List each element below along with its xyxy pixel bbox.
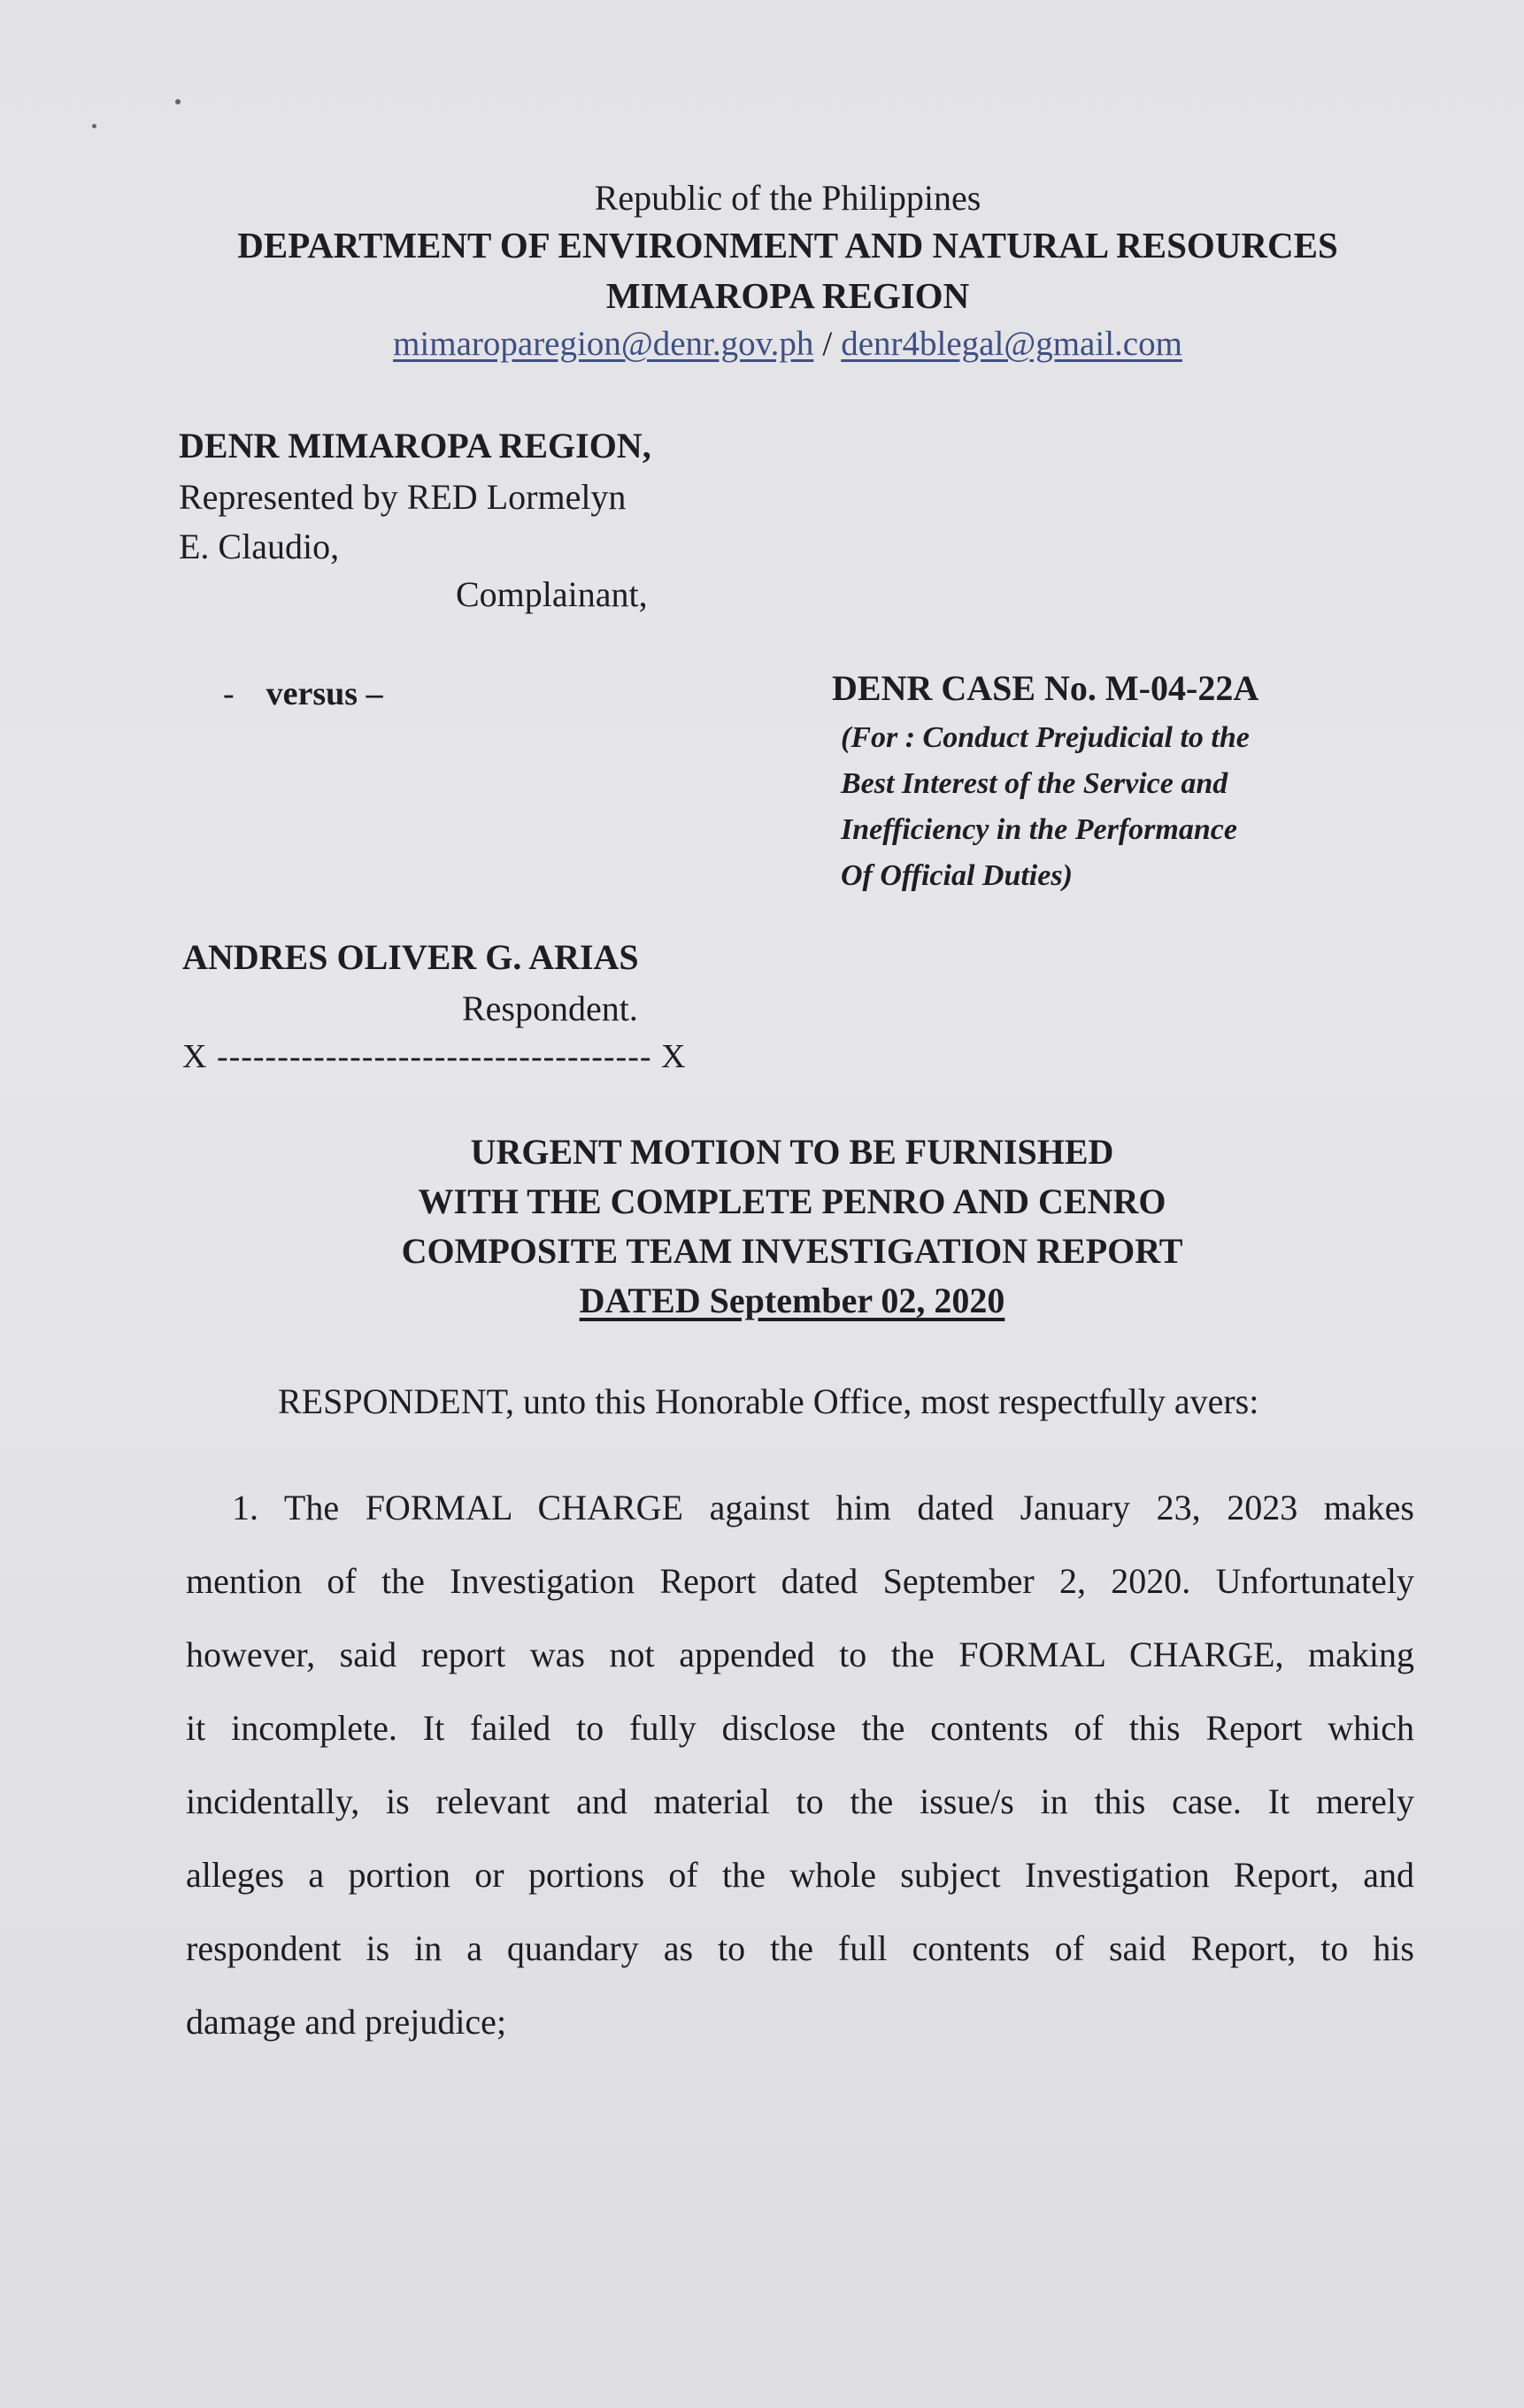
versus-dash: -	[223, 675, 235, 712]
motion-title-line-3: COMPOSITE TEAM INVESTIGATION REPORT	[401, 1231, 1183, 1271]
respondent-role: Respondent.	[462, 989, 638, 1028]
paragraph-line: mention of the Investigation Report dated September 2, 2020. Unfortunately	[186, 1561, 1414, 1601]
motion-title-date: DATED September 02, 2020	[579, 1281, 1005, 1320]
respondent-name: ANDRES OLIVER G. ARIAS	[182, 937, 639, 977]
case-desc-line-2: Best Interest of the Service and	[841, 767, 1228, 800]
case-description	[841, 715, 1301, 899]
republic-heading: Republic of the Philippines	[594, 178, 981, 218]
stray-mark	[92, 124, 96, 128]
email-separator: /	[822, 325, 833, 363]
case-desc-line-1: (For : Conduct Prejudicial to the	[841, 721, 1250, 754]
case-number: DENR CASE No. M-04-22A	[832, 668, 1259, 708]
paragraph-1	[186, 1471, 1414, 2058]
paragraph-line: incidentally, is relevant and material to the issue/s in this case. It merely	[186, 1781, 1414, 1821]
case-desc-line-4: Of Official Duties)	[841, 859, 1073, 892]
email-link-legal[interactable]: denr4blegal@gmail.com	[841, 325, 1182, 363]
paragraph-line: damage and prejudice;	[186, 2002, 507, 2042]
paragraph-line: alleges a portion or portions of the whole subject Investigation Report, and	[186, 1855, 1414, 1895]
caption-separator-line: X ------------------------------------ X	[182, 1038, 687, 1075]
paragraph-line: respondent is in a quandary as to the full contents of said Report, to his	[186, 1928, 1414, 1968]
email-link-region[interactable]: mimaroparegion@denr.gov.ph	[393, 325, 814, 363]
complainant-role: Complainant,	[456, 574, 648, 614]
motion-title-line-1: URGENT MOTION TO BE FURNISHED	[470, 1132, 1114, 1172]
email-line	[0, 324, 1524, 364]
versus-label	[223, 674, 383, 713]
complainant-name: DENR MIMAROPA REGION,	[179, 426, 651, 465]
case-desc-line-3: Inefficiency in the Performance	[841, 813, 1237, 846]
represented-by-line-1: Represented by RED Lormelyn	[179, 477, 627, 517]
motion-title-line-2: WITH THE COMPLETE PENRO AND CENRO	[418, 1181, 1166, 1221]
department-heading: DEPARTMENT OF ENVIRONMENT AND NATURAL RESOURCES	[237, 225, 1338, 265]
stray-mark	[175, 99, 181, 104]
versus-text: versus –	[266, 675, 383, 712]
paragraph-line: 1. The FORMAL CHARGE against him dated January 23, 2023 makes	[232, 1488, 1414, 1527]
intro-sentence: RESPONDENT, unto this Honorable Office, most respectfully avers:	[278, 1381, 1259, 1421]
paragraph-line: it incomplete. It failed to fully disclose the contents of this Report which	[186, 1708, 1414, 1748]
region-heading: MIMAROPA REGION	[605, 275, 970, 316]
represented-by-line-2: E. Claudio,	[179, 527, 340, 566]
paragraph-line: however, said report was not appended to the FORMAL CHARGE, making	[186, 1635, 1414, 1674]
